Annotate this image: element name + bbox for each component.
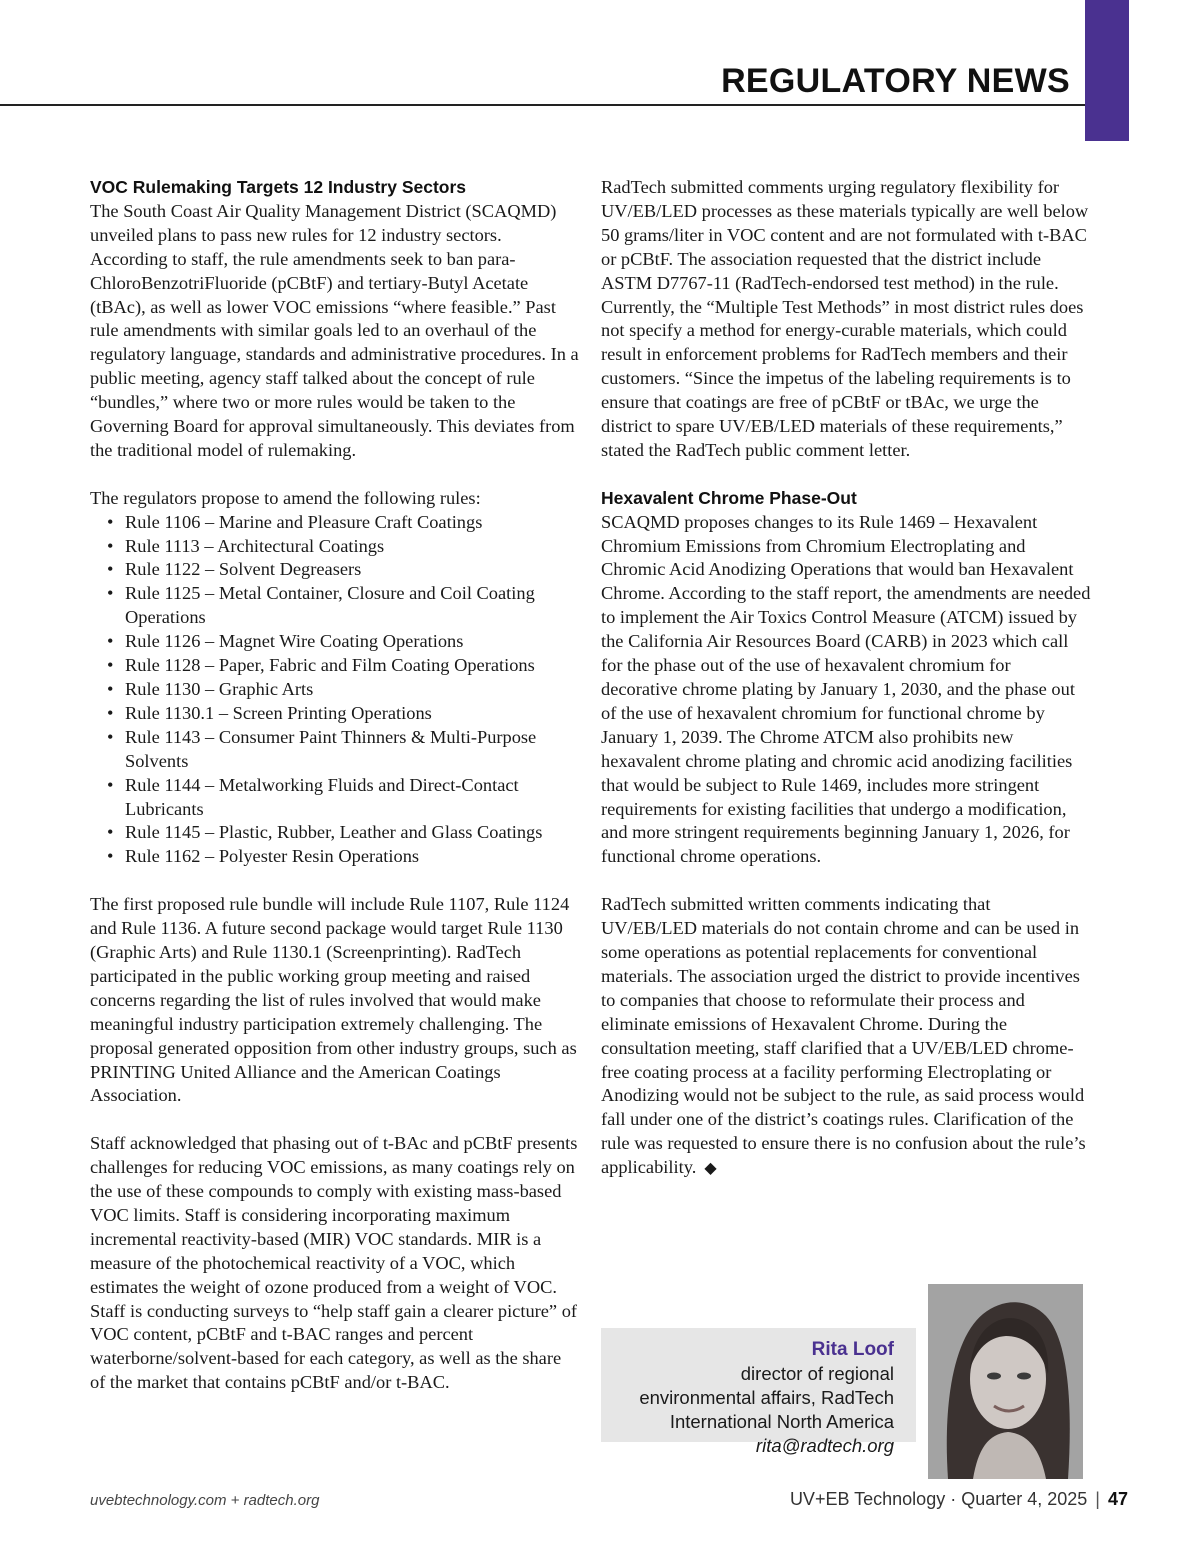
section-title: REGULATORY NEWS [721, 62, 1070, 100]
paragraph-written-comments [601, 893, 1091, 1181]
rules-list-item [107, 845, 580, 869]
bullet-icon: • [107, 726, 114, 747]
rules-list-item [107, 774, 580, 822]
rules-list-item [107, 535, 580, 559]
page-number: 47 [1107, 1489, 1128, 1509]
footer-separator: | [1095, 1489, 1100, 1509]
paragraph-list-intro: The regulators propose to amend the following rules: [90, 487, 481, 508]
footer-websites: uvebtechnology.com + radtech.org [90, 1492, 320, 1509]
article-heading-chrome: Hexavalent Chrome Phase-Out [601, 487, 857, 508]
article-heading-voc: VOC Rulemaking Targets 12 Industry Sectors [90, 177, 467, 197]
rules-list-item-text: Rule 1144 – Metalworking Fluids and Direct-Contact Lubricants [125, 774, 519, 819]
bullet-icon: • [107, 535, 114, 556]
rules-list-item [107, 511, 580, 535]
paragraph-radtech-comments: RadTech submitted comments urging regulatory flexibility for UV/EB/LED processes as these materials typically are well below 50 grams/liter in VOC content and are not formulated with t-BAC or pCBtF. The association requested that the district include ASTM D7767-11 (RadTech-endorsed test method) in the rule. Currently, the “Multiple Test Methods” in most district rules does not specify a method for energy-curable materials, which could result in enforcement problems for RadTech members and their customers. “Since the impetus of the labeling requirements is to ensure that coatings are free of pCBtF or tBAc, we urge the district to spare UV/EB/LED materials of these requirements,” stated the RadTech public comment letter. [601, 177, 1089, 460]
right-column [601, 176, 1091, 1181]
header-accent-bar [1085, 0, 1129, 141]
paragraph-staff: Staff acknowledged that phasing out of t-BAc and pCBtF presents challenges for reducing VOC emissions, as many coatings rely on the use of these compounds to comply with existing mass-based VOC limits. Staff is considering incorporating maximum incremental reactivity-based (MIR) VOC standards. MIR is a measure of the photochemical reactivity of a VOC, which estimates the weight of ozone produced from a weight of VOC. Staff is conducting surveys to “help staff gain a clearer picture” of VOC content, pCBtF and t-BAC ranges and percent waterborne/solvent-based for each category, as well as the share of the market that contains pCBtF and/or t-BAC. [90, 1133, 578, 1393]
rules-list-item-text: Rule 1106 – Marine and Pleasure Craft Coatings [125, 511, 483, 532]
rules-list-item [107, 821, 580, 845]
author-bio-box [601, 1328, 916, 1456]
bullet-icon: • [107, 846, 114, 867]
rules-list [90, 511, 580, 870]
footer-publication-info [790, 1489, 1128, 1510]
author-title-line-2: environmental affairs, RadTech [639, 1387, 894, 1408]
footer-publication: UV+EB Technology · Quarter 4, 2025 [789, 1489, 1088, 1509]
bullet-icon: • [107, 631, 114, 652]
rules-list-item-text: Rule 1128 – Paper, Fabric and Film Coating Operations [125, 655, 535, 676]
rules-list-item [107, 726, 580, 774]
paragraph-bundle: The first proposed rule bundle will include Rule 1107, Rule 1124 and Rule 1136. A future second package would target Rule 1130 (Graphic Arts) and Rule 1130.1 (Screenprinting). RadTech participated in the public working group meeting and raised concerns regarding the list of rules involved that would make meaningful industry participation extremely challenging. The proposal generated opposition from other industry groups, such as PRINTING United Alliance and the American Coatings Association. [90, 894, 577, 1106]
author-email-link[interactable]: rita@radtech.org [755, 1435, 894, 1456]
paragraph-written-text: RadTech submitted written comments indicating that UV/EB/LED materials do not contain chrome and can be used in some operations as potential replacements for conventional materials. The association urged the district to provide incentives to companies that choose to reformulate their process and eliminate emissions of Hexavalent Chrome. During the consultation meeting, staff clarified that a UV/EB/LED chrome-free coating process at a facility performing Electroplating or Anodizing would not be subject to the rule, as said process would fall under one of the district’s coatings rules. Clarification of the rule was requested to ensure there is no confusion about the rule’s applicability. [601, 894, 1086, 1178]
bullet-icon: • [107, 702, 114, 723]
rules-list-item-text: Rule 1145 – Plastic, Rubber, Leather and Glass Coatings [125, 822, 543, 843]
rules-list-item-text: Rule 1130.1 – Screen Printing Operations [125, 702, 432, 723]
rules-list-item [107, 654, 580, 678]
rules-list-item-text: Rule 1130 – Graphic Arts [125, 679, 314, 700]
rules-list-item-text: Rule 1122 – Solvent Degreasers [125, 559, 362, 580]
author-title-line-1: director of regional [740, 1363, 894, 1384]
rules-list-item [107, 630, 580, 654]
author-name: Rita Loof [811, 1339, 894, 1360]
paragraph-intro: The South Coast Air Quality Management District (SCAQMD) unveiled plans to pass new rules for 12 industry sectors. According to staff, the rule amendments seek to ban para-ChloroBenzotriFluoride (pCBtF) and tertiary-Butyl Acetate (tBAc), as well as lower VOC emissions “where feasible.” Past rule amendments with similar goals led to an overhaul of the regulatory language, standards and administrative procedures. In a public meeting, agency staff talked about the concept of rule “bundles,” where two or more rules would be taken to the Governing Board for approval simultaneously. This deviates from the traditional model of rulemaking. [90, 200, 579, 460]
rules-list-item-text: Rule 1125 – Metal Container, Closure and Coil Coating Operations [125, 583, 535, 628]
rules-list-item-text: Rule 1113 – Architectural Coatings [125, 535, 385, 556]
bullet-icon: • [107, 774, 114, 795]
author-portrait-image [928, 1284, 1083, 1479]
end-of-article-diamond-icon: ◆ [704, 1160, 717, 1178]
bullet-icon: • [107, 583, 114, 604]
rules-list-item [107, 678, 580, 702]
bullet-icon: • [107, 655, 114, 676]
rules-list-item-text: Rule 1143 – Consumer Paint Thinners & Multi-Purpose Solvents [125, 726, 537, 771]
rules-list-item [107, 582, 580, 630]
rules-list-item [107, 702, 580, 726]
rules-list-item-text: Rule 1126 – Magnet Wire Coating Operations [125, 631, 464, 652]
author-title-line-3: International North America [669, 1411, 894, 1432]
rules-list-item-text: Rule 1162 – Polyester Resin Operations [125, 846, 420, 867]
bullet-icon: • [107, 511, 114, 532]
paragraph-chrome: SCAQMD proposes changes to its Rule 1469 – Hexavalent Chromium Emissions from Chromium Electroplating and Chromic Acid Anodizing Operations that would ban Hexavalent Chrome. According to the staff report, the amendments are needed to implement the Air Toxics Control Measure (ATCM) issued by the California Air Resources Board (CARB) in 2023 which call for the phase out of the use of hexavalent chromium for decorative chrome plating by January 1, 2030, and the phase out of the use of hexavalent chromium for functional chrome by January 1, 2039. The Chrome ATCM also prohibits new hexavalent chrome plating and chromic acid anodizing facilities that would be subject to Rule 1469, includes more stringent requirements for existing facilities that undergo a modification, and more stringent requirements beginning January 1, 2026, for functional chrome operations. [601, 511, 1091, 867]
left-column [90, 176, 580, 1395]
author-bio-text [639, 1338, 894, 1458]
rules-list-item [107, 558, 580, 582]
author-photo [928, 1284, 1083, 1479]
bullet-icon: • [107, 822, 114, 843]
header-divider [0, 104, 1085, 106]
bullet-icon: • [107, 559, 114, 580]
bullet-icon: • [107, 679, 114, 700]
